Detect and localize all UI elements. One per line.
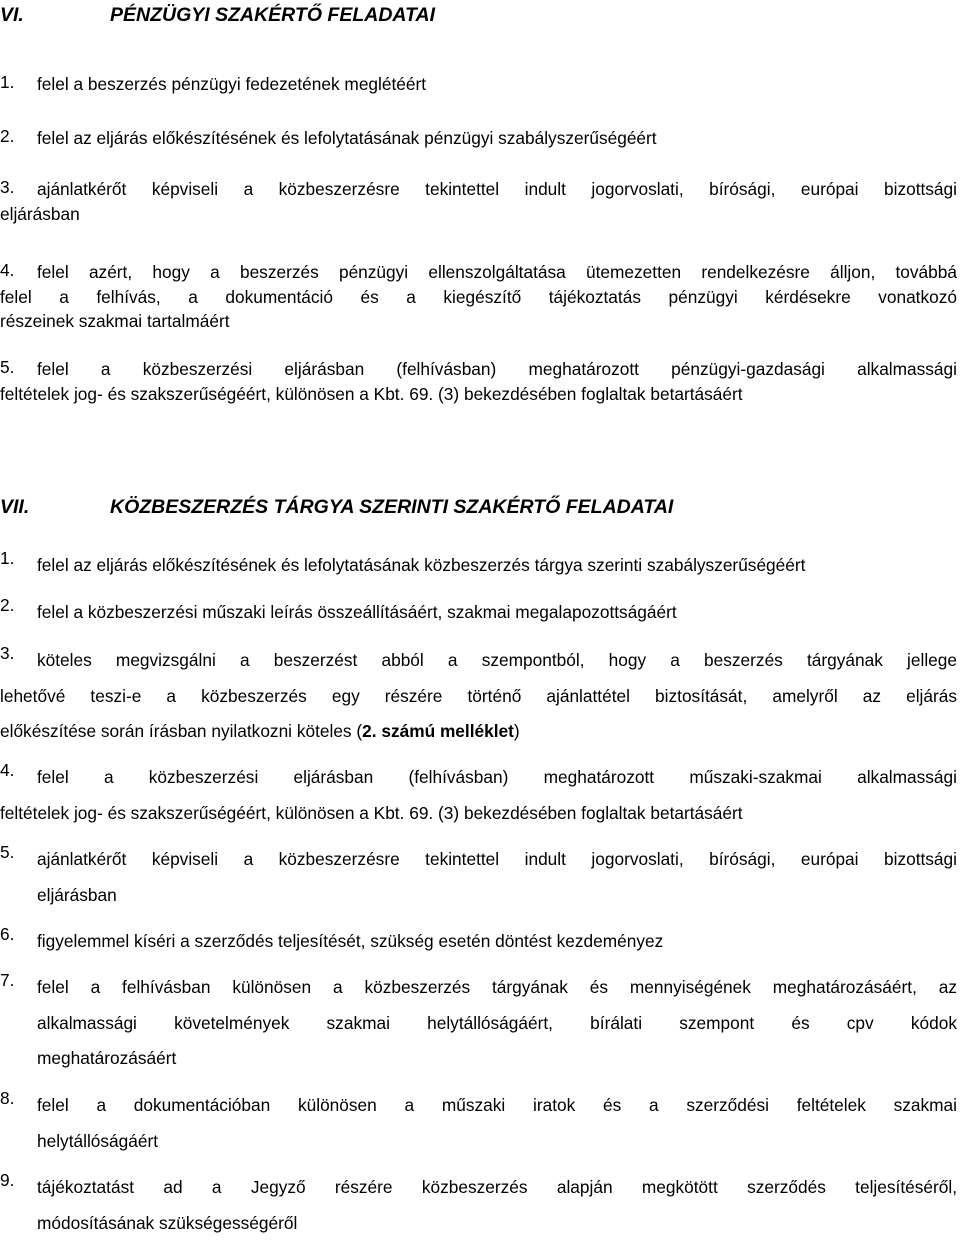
- item-text-line: felel a közbeszerzési eljárásban (felhívásban) meghatározott műszaki-szakmai alkalmassági: [37, 760, 957, 796]
- item-text-line: lehetővé teszi-e a közbeszerzés egy részére történő ajánlattétel biztosítását, amelyről az eljárás: [0, 679, 957, 715]
- item-text-line: feltételek jog- és szakszerűségéért, különösen a Kbt. 69. (3) bekezdésében foglaltak betartásáért: [0, 382, 957, 407]
- item-text-line: alkalmassági követelmények szakmai helytállóságáért, bírálati szempont és cpv kódok: [37, 1006, 957, 1042]
- section-7-item-2: [0, 595, 957, 631]
- item-text-line: felel a közbeszerzési műszaki leírás összeállításáért, szakmai megalapozottságáért: [37, 595, 957, 631]
- item-number: 3.: [0, 643, 14, 664]
- item-text-line: felel azért, hogy a beszerzés pénzügyi ellenszolgáltatása ütemezetten rendelkezésre álljon, továbbá: [37, 260, 957, 285]
- section-6-item-5: [0, 357, 957, 406]
- item-text-line: helytállóságáért: [37, 1124, 957, 1160]
- item-number: 4.: [0, 260, 14, 281]
- item-text-line: tájékoztatást ad a Jegyző részére közbeszerzés alapján megkötött szerződés teljesítéséről,: [37, 1170, 957, 1206]
- section-7-item-8: [0, 1088, 957, 1159]
- item-text-line: felel a felhívásban különösen a közbeszerzés tárgyának és mennyiségének meghatározásáért, az: [37, 970, 957, 1006]
- item-number: 5.: [0, 842, 14, 863]
- item-text-line: módosításának szükségességéről: [37, 1206, 957, 1241]
- annex-reference: 2. számú melléklet: [362, 721, 514, 741]
- item-number: 1.: [0, 548, 14, 569]
- item-text-line: köteles megvizsgálni a beszerzést abból a szempontból, hogy a beszerzés tárgyának jellege: [37, 643, 957, 679]
- item-text-line: felel a felhívás, a dokumentáció és a kiegészítő tájékoztatás pénzügyi kérdésekre vonatkozó: [0, 285, 957, 310]
- item-number: 3.: [0, 177, 14, 198]
- item-text-line: ajánlatkérőt képviseli a közbeszerzésre tekintettel indult jogorvoslati, bírósági, európai bizottsági: [37, 177, 957, 202]
- section-7-item-9: [0, 1170, 957, 1241]
- section-6-item-3: [0, 177, 957, 226]
- section-7-title: KÖZBESZERZÉS TÁRGYA SZERINTI SZAKÉRTŐ FELADATAI: [110, 498, 673, 518]
- section-7-number: VII.: [0, 498, 29, 518]
- section-6-item-2: [0, 126, 957, 151]
- item-number: 2.: [0, 595, 14, 616]
- section-6-item-4: [0, 260, 957, 334]
- item-text-line: felel a dokumentációban különösen a műszaki iratok és a szerződési feltételek szakmai: [37, 1088, 957, 1124]
- section-6-item-1: [0, 72, 957, 97]
- item-text-line: [0, 714, 957, 750]
- item-number: 9.: [0, 1170, 14, 1191]
- item-number: 6.: [0, 924, 14, 945]
- item-number: 7.: [0, 970, 14, 991]
- section-6-title: PÉNZÜGYI SZAKÉRTŐ FELADATAI: [110, 6, 435, 26]
- item-number: 2.: [0, 126, 14, 147]
- item-number: 8.: [0, 1088, 14, 1109]
- item-text-line: eljárásban: [37, 878, 957, 914]
- item-text-line: eljárásban: [0, 202, 957, 227]
- item-text-line: felel a beszerzés pénzügyi fedezetének meglétéért: [37, 72, 957, 97]
- item-text-line: feltételek jog- és szakszerűségéért, különösen a Kbt. 69. (3) bekezdésében foglaltak betartásáért: [0, 796, 957, 832]
- item-text-span: előkészítése során írásban nyilatkozni köteles (: [0, 721, 362, 741]
- section-7-item-6: [0, 924, 957, 960]
- item-text-line: felel a közbeszerzési eljárásban (felhívásban) meghatározott pénzügyi-gazdasági alkalmassági: [37, 357, 957, 382]
- section-6-number: VI.: [0, 6, 24, 26]
- item-text-line: felel az eljárás előkészítésének és lefolytatásának közbeszerzés tárgya szerinti szabályszerűségéért: [37, 548, 957, 584]
- item-number: 5.: [0, 357, 14, 378]
- section-7-item-5: [0, 842, 957, 913]
- section-7-item-1: [0, 548, 957, 584]
- item-text-line: ajánlatkérőt képviseli a közbeszerzésre tekintettel indult jogorvoslati, bírósági, európai bizottsági: [37, 842, 957, 878]
- item-text-line: felel az eljárás előkészítésének és lefolytatásának pénzügyi szabályszerűségéért: [37, 126, 957, 151]
- item-number: 1.: [0, 72, 14, 93]
- item-number: 4.: [0, 760, 14, 781]
- section-7-item-3: [0, 643, 957, 750]
- item-text-span: ): [514, 721, 520, 741]
- item-text-line: részeinek szakmai tartalmáért: [0, 309, 957, 334]
- item-text-line: meghatározásáért: [37, 1041, 957, 1077]
- section-7-item-7: [0, 970, 957, 1077]
- item-text-line: figyelemmel kíséri a szerződés teljesítését, szükség esetén döntést kezdeményez: [37, 924, 957, 960]
- section-7-item-4: [0, 760, 957, 831]
